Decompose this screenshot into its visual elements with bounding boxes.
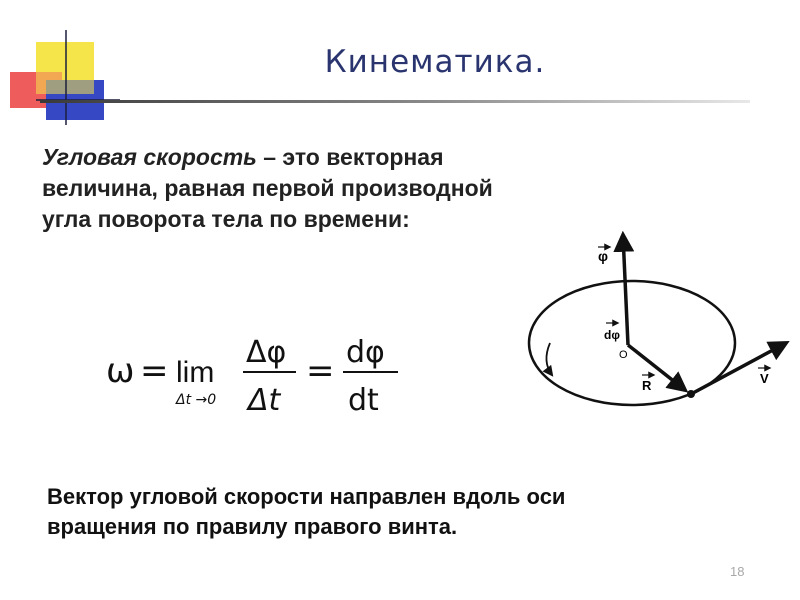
definition-paragraph xyxy=(42,142,542,235)
direction-note: Вектор угловой скорости направлен вдоль оси вращения по правилу правого винта. xyxy=(47,484,566,539)
title-underline xyxy=(40,100,750,103)
rotation-diagram xyxy=(520,225,800,425)
formula-equals-1: = xyxy=(140,351,169,391)
radius-label: R xyxy=(642,378,652,393)
formula-numerator-2: dφ xyxy=(346,335,385,370)
formula-denominator-1: Δt xyxy=(248,383,281,418)
formula-graphic xyxy=(100,322,420,422)
rotation-direction-arrow xyxy=(546,343,552,375)
angular-velocity-formula xyxy=(100,322,420,422)
formula-numerator-1: Δφ xyxy=(246,335,287,370)
formula-omega: ω xyxy=(106,351,135,391)
formula-denominator-2: dt xyxy=(348,383,379,418)
velocity-label: V xyxy=(760,371,769,386)
formula-lim: lim xyxy=(176,356,215,389)
origin-label: O xyxy=(619,349,628,361)
velocity-vector xyxy=(693,343,786,393)
dphi-label: dφ xyxy=(604,328,620,342)
phi-vector-label: φ xyxy=(598,248,609,264)
slide-title: Кинематика. xyxy=(324,44,546,80)
material-point xyxy=(687,390,695,398)
definition-text: – это векторная величина, равная первой производной угла поворота тела по времени: xyxy=(42,144,493,232)
formula-limit-subscript: Δt →0 xyxy=(176,392,217,408)
rotation-diagram-graphic xyxy=(520,225,800,425)
omega-axis-vector xyxy=(623,235,628,345)
page-number: 18 xyxy=(730,564,745,579)
definition-term: Угловая скорость xyxy=(42,144,257,170)
formula-equals-2: = xyxy=(306,351,335,391)
radius-vector xyxy=(628,345,685,390)
